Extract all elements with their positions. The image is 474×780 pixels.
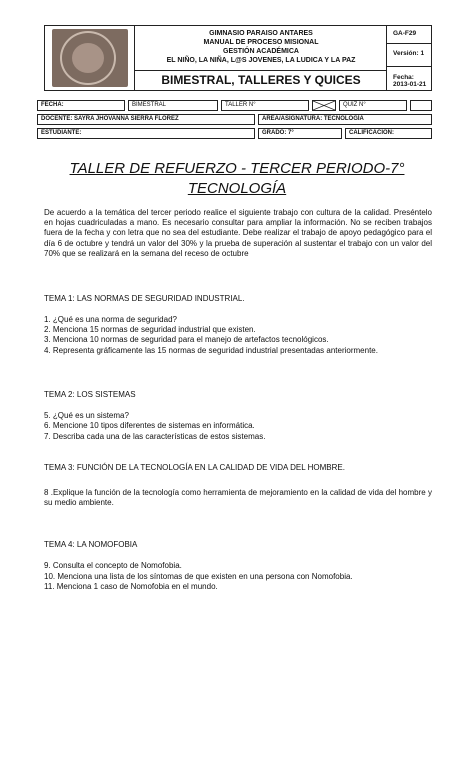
- docente-cell: DOCENTE: SAYRA JHOVANNA SIERRA FLOREZ: [37, 114, 255, 125]
- tema2-item: 5. ¿Qué es un sistema?: [44, 411, 129, 420]
- gestion-name: GESTIÓN ACADÉMICA: [223, 48, 299, 55]
- doc-code: GA-F29: [393, 30, 417, 37]
- school-name: GIMNASIO PARAISO ANTARES: [209, 30, 313, 37]
- doc-version: Versión: 1: [393, 50, 425, 57]
- estudiante-cell: ESTUDIANTE:: [37, 128, 255, 139]
- grado-cell: GRADO: 7°: [258, 128, 342, 139]
- intro-paragraph: De acuerdo a la temática del tercer periodo realice el siguiente trabajo con cultura de la calidad. Preséntelo en hojas cuadriculadas a mano. Es necesario consultar para ampliar la información. No se reciben trabajos fuera de la fecha y con letra que no sea del estudiante. Debe realizar el trabajo de apoyo pedagógico para el día 6 de octubre y tendrá un valor del 30% y la prueba de superación al sustentar el trabajo con un valor del 70% que se realizará en la semana del receso de octubre: [44, 208, 432, 258]
- area-cell: AREA/ASIGNATURA: TECNOLOGÍA: [258, 114, 432, 125]
- worksheet-subject: TECNOLOGÍA: [187, 180, 287, 197]
- header-table: [44, 25, 432, 91]
- header-right: [387, 26, 431, 90]
- logo-cell: [45, 26, 135, 90]
- tema1-item: 1. ¿Qué es una norma de seguridad?: [44, 315, 177, 324]
- quiz-cell: QUIZ N°: [339, 100, 407, 111]
- cross-mark-icon: [313, 101, 335, 110]
- tema4-item: 11. Menciona 1 caso de Nomofobia en el mundo.: [44, 582, 218, 591]
- header-center: [135, 26, 387, 90]
- tema4-item: 10. Menciona una lista de los síntomas de que existen en una persona con Nomofobia.: [44, 572, 353, 581]
- tema4-heading: TEMA 4: LA NOMOFOBIA: [44, 540, 138, 549]
- doc-date: Fecha: 2013-01-21: [393, 74, 427, 88]
- tema3-heading: TEMA 3: FUNCIÓN DE LA TECNOLOGÍA EN LA CALIDAD DE VIDA DEL HOMBRE.: [44, 463, 345, 472]
- tema3-item: 8 .Explique la función de la tecnología como herramienta de mejoramiento en la calidad de vida del hombre y su medio ambiente.: [44, 488, 432, 508]
- tema1-heading: TEMA 1: LAS NORMAS DE SEGURIDAD INDUSTRIAL.: [44, 294, 245, 303]
- school-logo: [52, 29, 128, 87]
- bimestral-cell: BIMESTRAL: [128, 100, 218, 111]
- doc-title: BIMESTRAL, TALLERES Y QUICES: [135, 70, 387, 90]
- tema2-item: 6. Mencione 10 tipos diferentes de sistemas en informática.: [44, 421, 255, 430]
- tema1-item: 3. Menciona 10 normas de seguridad para el manejo de artefactos tecnológicos.: [44, 335, 329, 344]
- taller-cross-cell: [312, 100, 336, 111]
- worksheet-title: TALLER DE REFUERZO - TERCER PERIODO-7°: [69, 160, 405, 177]
- tema4-item: 9. Consulta el concepto de Nomofobia.: [44, 561, 182, 570]
- school-motto: EL NIÑO, LA NIÑA, L@S JOVENES, LA LUDICA Y LA PAZ: [166, 57, 356, 64]
- tema1-item: 4. Representa gráficamente las 15 normas de seguridad industrial presentadas anteriormente.: [44, 346, 378, 355]
- manual-name: MANUAL DE PROCESO MISIONAL: [203, 39, 319, 46]
- taller-cell: TALLER N°: [221, 100, 309, 111]
- tema2-item: 7. Describa cada una de las características de estos sistemas.: [44, 432, 266, 441]
- fecha-cell: FECHA:: [37, 100, 125, 111]
- calificacion-cell: CALIFICACIÓN:: [345, 128, 432, 139]
- quiz-blank-cell: [410, 100, 432, 111]
- tema2-heading: TEMA 2: LOS SISTEMAS: [44, 390, 136, 399]
- tema1-item: 2. Menciona 15 normas de seguridad industrial que existen.: [44, 325, 256, 334]
